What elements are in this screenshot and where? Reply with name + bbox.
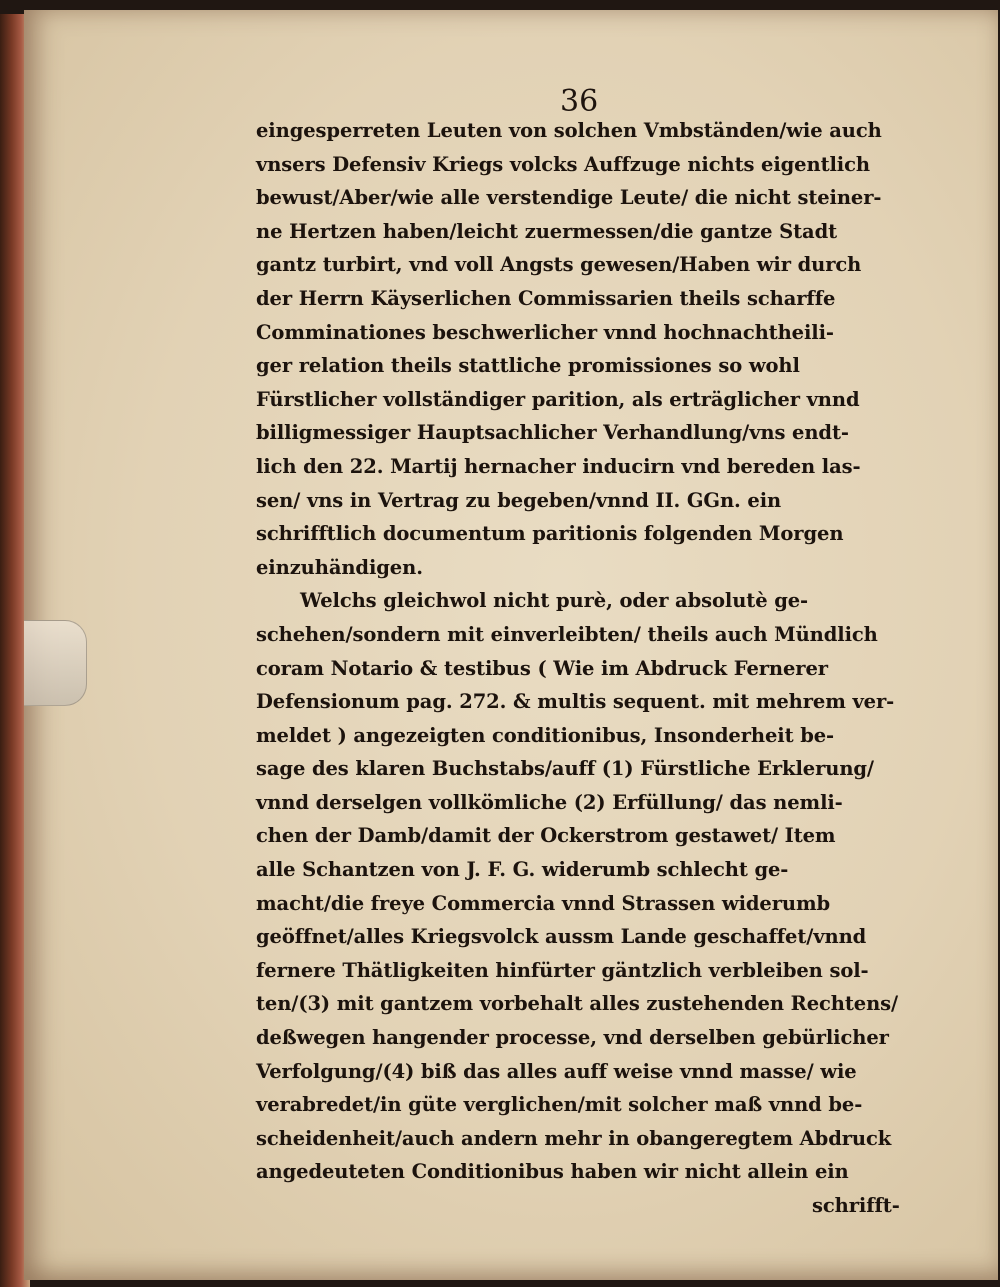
text-line: sage des klaren Buchstabs/auff (1) Fürstliche Erklerung/: [256, 757, 874, 781]
text-line: Comminationes beschwerlicher vnnd hochnachtheili-: [256, 320, 834, 344]
text-line: ten/(3) mit gantzem vorbehalt alles zustehenden Rechtens/: [256, 992, 899, 1016]
paragraph-start-line: Welchs gleichwol nicht purè, oder absolutè ge-: [300, 589, 809, 613]
text-line: meldet ) angezeigten conditionibus, Insonderheit be-: [256, 723, 835, 747]
text-line: macht/die freye Commercia vnnd Strassen widerumb: [256, 891, 831, 915]
text-line: ger relation theils stattliche promissiones so wohl: [256, 354, 800, 378]
text-line: billigmessiger Hauptsachlicher Verhandlung/vns endt-: [256, 421, 849, 445]
text-line: lich den 22. Martij hernacher inducirn vnd bereden las-: [256, 454, 861, 478]
text-line: alle Schantzen von J. F. G. widerumb schlecht ge-: [256, 858, 789, 882]
text-line: fernere Thätligkeiten hinfürter gäntzlich verbleiben sol-: [256, 958, 869, 982]
text-line: bewust/Aber/wie alle verstendige Leute/ die nicht steiner-: [256, 186, 882, 210]
text-line: scheidenheit/auch andern mehr in obangeregtem Abdruck: [256, 1126, 892, 1150]
text-line: eingesperreten Leuten von solchen Vmbständen/wie auch: [256, 119, 882, 142]
text-line: einzuhändigen.: [256, 555, 423, 579]
text-line: ne Hertzen haben/leicht zuermessen/die gantze Stadt: [256, 219, 838, 243]
body-text: [256, 114, 916, 1223]
text-line: verabredet/in güte verglichen/mit solcher maß vnnd be-: [256, 1093, 863, 1117]
text-line: gantz turbirt, vnd voll Angsts gewesen/Haben wir durch: [256, 253, 862, 277]
text-line: geöffnet/alles Kriegsvolck aussm Lande geschaffet/vnnd: [256, 925, 867, 949]
text-line: chen der Damb/damit der Ockerstrom gestawet/ Item: [256, 824, 836, 848]
text-line: sen/ vns in Vertrag zu begeben/vnnd II. GGn. ein: [256, 488, 782, 512]
text-line: coram Notario & testibus ( Wie im Abdruck Fernerer: [256, 656, 828, 680]
text-line: schehen/sondern mit einverleibten/ theils auch Mündlich: [256, 622, 878, 646]
text-line: deßwegen hangender processe, vnd derselben gebürlicher: [256, 1026, 889, 1050]
text-line: vnnd derselgen vollkömliche (2) Erfüllung/ das nemli-: [256, 790, 843, 814]
text-line: schrifftlich documentum paritionis folgenden Morgen: [256, 522, 844, 546]
text-line: Defensionum pag. 272. & multis sequent. mit mehrem ver-: [256, 690, 895, 714]
text-line: vnsers Defensiv Kriegs volcks Auffzuge nichts eigentlich: [256, 152, 870, 176]
text-line: angedeuteten Conditionibus haben wir nicht allein ein: [256, 1160, 849, 1184]
catchword: schrifft-: [812, 1194, 900, 1217]
page-number: 36: [560, 84, 599, 119]
text-line: der Herrn Käyserlichen Commissarien theils scharffe: [256, 286, 836, 310]
text-line: Fürstlicher vollständiger parition, als erträglicher vnnd: [256, 387, 860, 411]
text-line: Verfolgung/(4) biß das alles auff weise vnnd masse/ wie: [256, 1059, 857, 1083]
page-clip: [24, 620, 87, 706]
